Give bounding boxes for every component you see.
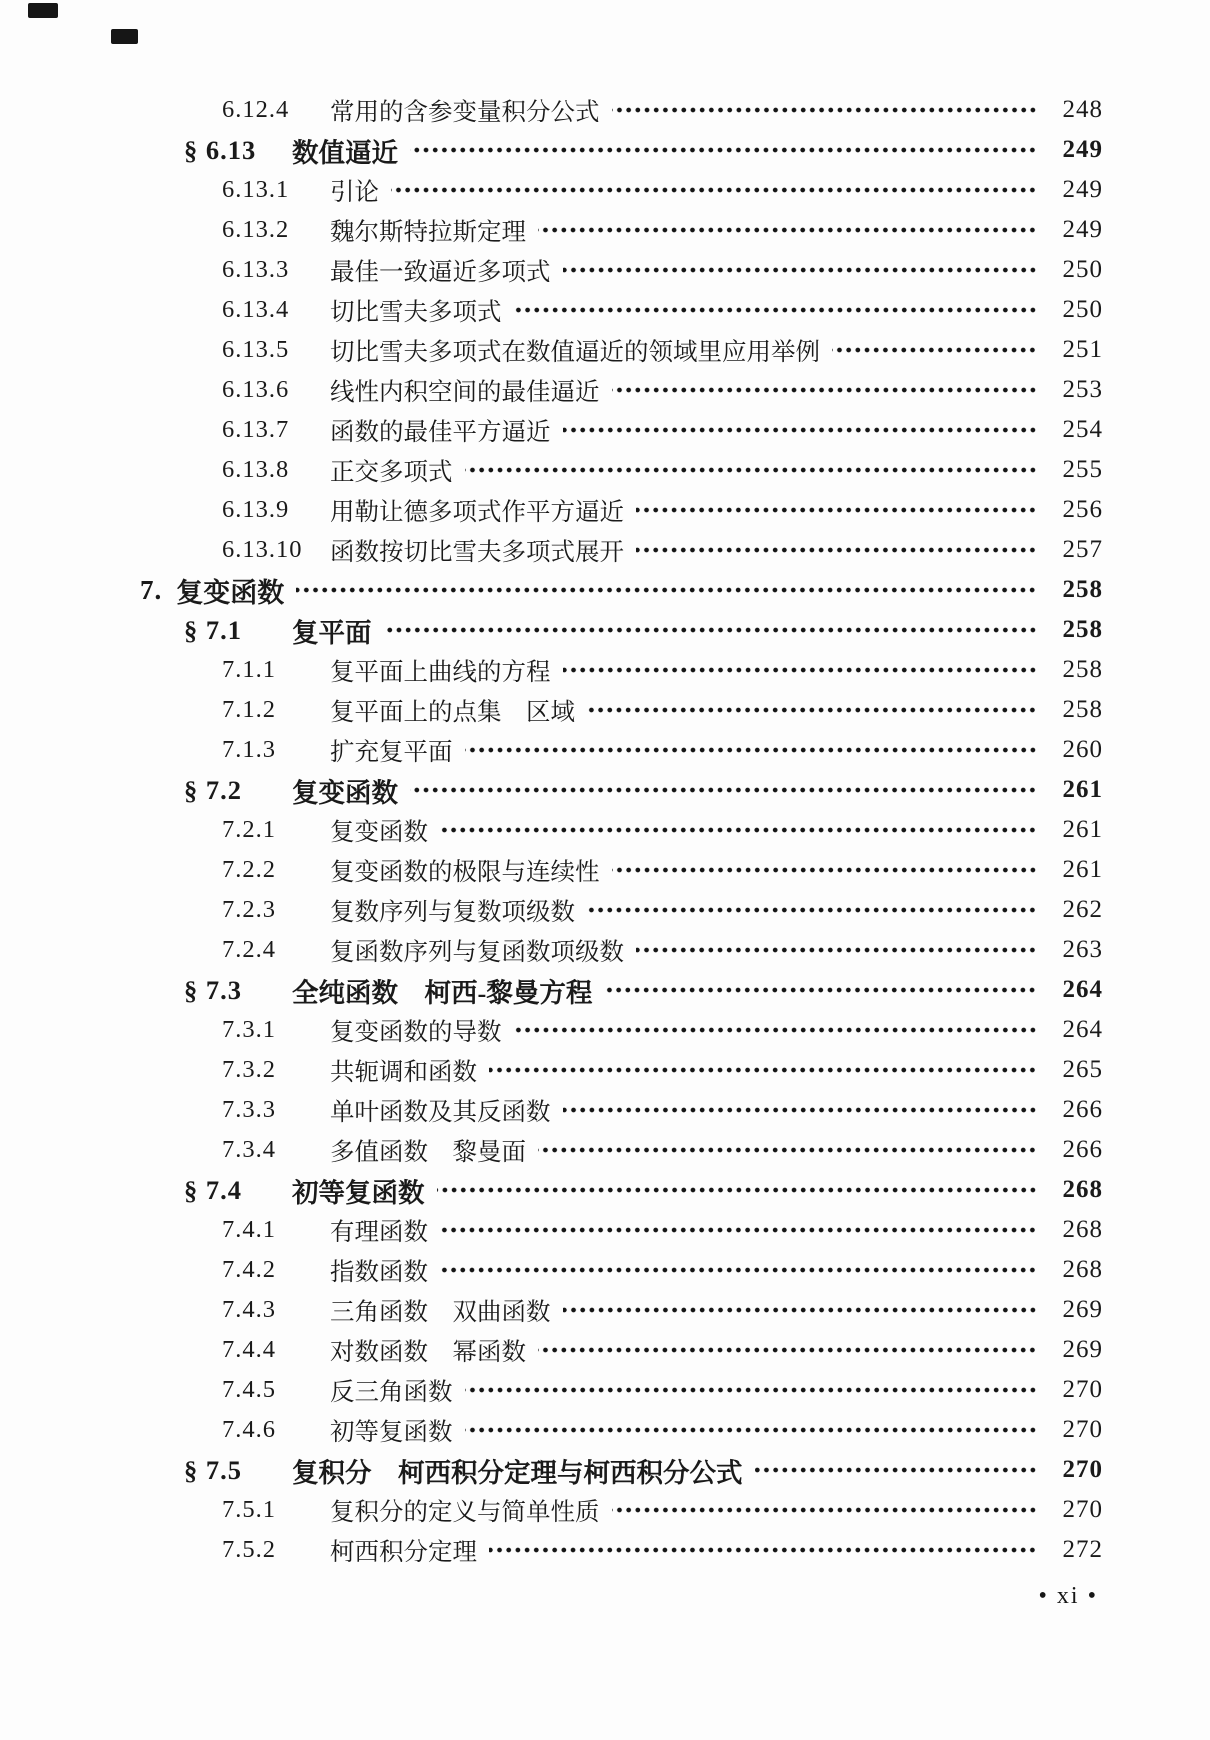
entry-title: 复平面上曲线的方程 — [330, 658, 551, 686]
toc-entry — [0, 610, 1210, 650]
dot-leader — [563, 1307, 1038, 1313]
entry-number: 7.4.6 — [222, 1416, 276, 1443]
dot-leader — [440, 1227, 1037, 1233]
entry-title: 复平面 — [292, 617, 372, 648]
entry-title: 复积分的定义与简单性质 — [330, 1498, 600, 1526]
entry-title: 初等复函数 — [330, 1418, 453, 1446]
dot-leader — [465, 467, 1038, 473]
entry-page-number: 261 — [1062, 856, 1103, 883]
dot-leader — [563, 267, 1038, 273]
entry-page-number: 253 — [1062, 376, 1103, 403]
entry-page-number: 272 — [1062, 1536, 1103, 1563]
dot-leader — [587, 907, 1037, 913]
toc-entry — [0, 370, 1210, 410]
dot-leader — [587, 707, 1037, 713]
entry-number: 7.4.1 — [222, 1216, 276, 1243]
entry-page-number: 261 — [1062, 776, 1103, 803]
toc-entry — [0, 1170, 1210, 1210]
entry-title: 引论 — [330, 178, 379, 206]
entry-number: 7.4.2 — [222, 1256, 276, 1283]
toc-entry — [0, 890, 1210, 930]
entry-number: 6.13.8 — [222, 456, 290, 483]
entry-number: 7. — [140, 574, 163, 605]
entry-page-number: 258 — [1062, 696, 1103, 723]
entry-number: 6.13.5 — [222, 336, 290, 363]
entry-number: 7.2.3 — [222, 896, 276, 923]
dot-leader — [489, 1547, 1037, 1553]
scan-artifact — [111, 29, 138, 44]
entry-title: 指数函数 — [330, 1258, 428, 1286]
entry-page-number: 266 — [1062, 1136, 1103, 1163]
entry-page-number: 258 — [1062, 576, 1103, 603]
entry-page-number: 262 — [1062, 896, 1103, 923]
dot-leader — [440, 827, 1037, 833]
toc-entry — [0, 410, 1210, 450]
entry-page-number: 249 — [1062, 216, 1103, 243]
dot-leader — [296, 587, 1037, 593]
entry-title: 复变函数 — [330, 818, 428, 846]
entry-page-number: 265 — [1062, 1056, 1103, 1083]
entry-title: 切比雪夫多项式在数值逼近的领域里应用举例 — [330, 338, 820, 366]
entry-number: 6.13.10 — [222, 536, 303, 563]
toc-entry — [0, 210, 1210, 250]
entry-page-number: 257 — [1062, 536, 1103, 563]
entry-title: 数值逼近 — [292, 137, 398, 168]
toc-entry — [0, 650, 1210, 690]
entry-number: 7.3.3 — [222, 1096, 276, 1123]
entry-title: 柯西积分定理 — [330, 1538, 477, 1566]
dot-leader — [410, 787, 1037, 793]
entry-number: 6.13.2 — [222, 216, 290, 243]
dot-leader — [563, 667, 1038, 673]
toc-entry — [0, 530, 1210, 570]
toc-entry — [0, 1530, 1210, 1570]
toc-entry — [0, 450, 1210, 490]
dot-leader — [563, 1107, 1038, 1113]
toc-entry — [0, 930, 1210, 970]
entry-title: 切比雪夫多项式 — [330, 298, 502, 326]
dot-leader — [538, 1347, 1037, 1353]
entry-title: 线性内积空间的最佳逼近 — [330, 378, 600, 406]
entry-page-number: 270 — [1062, 1376, 1103, 1403]
entry-number: § 7.2 — [184, 774, 242, 805]
dot-leader — [465, 1427, 1038, 1433]
dot-leader — [538, 227, 1037, 233]
entry-page-number: 250 — [1062, 256, 1103, 283]
dot-leader — [612, 107, 1038, 113]
toc-entry — [0, 970, 1210, 1010]
entry-title: 单叶函数及其反函数 — [330, 1098, 551, 1126]
entry-number: 6.13.6 — [222, 376, 290, 403]
entry-number: § 7.3 — [184, 974, 242, 1005]
entry-title: 函数按切比雪夫多项式展开 — [330, 538, 624, 566]
entry-page-number: 255 — [1062, 456, 1103, 483]
entry-title: 复平面上的点集 区域 — [330, 698, 575, 726]
entry-page-number: 264 — [1062, 1016, 1103, 1043]
entry-number: 6.13.7 — [222, 416, 290, 443]
toc-entry — [0, 1490, 1210, 1530]
dot-leader — [612, 1507, 1038, 1513]
entry-number: 7.2.2 — [222, 856, 276, 883]
toc-entry — [0, 1290, 1210, 1330]
entry-number: 6.12.4 — [222, 96, 290, 123]
entry-page-number: 270 — [1062, 1496, 1103, 1523]
entry-number: 7.3.2 — [222, 1056, 276, 1083]
entry-number: 6.13.9 — [222, 496, 290, 523]
dot-leader — [391, 187, 1037, 193]
entry-page-number: 261 — [1062, 816, 1103, 843]
toc-entry — [0, 1370, 1210, 1410]
entry-title: 多值函数 黎曼面 — [330, 1138, 526, 1166]
toc-entry — [0, 730, 1210, 770]
toc-entry — [0, 1410, 1210, 1450]
entry-page-number: 248 — [1062, 96, 1103, 123]
entry-page-number: 268 — [1062, 1216, 1103, 1243]
entry-number: § 7.5 — [184, 1454, 242, 1485]
entry-page-number: 270 — [1062, 1416, 1103, 1443]
dot-leader — [514, 307, 1038, 313]
dot-leader — [832, 347, 1037, 353]
toc-entry — [0, 1450, 1210, 1490]
entry-number: § 7.4 — [184, 1174, 242, 1205]
entry-number: 6.13.1 — [222, 176, 290, 203]
toc-entry — [0, 1010, 1210, 1050]
entry-page-number: 263 — [1062, 936, 1103, 963]
dot-leader — [612, 387, 1038, 393]
entry-title: 正交多项式 — [330, 458, 453, 486]
dot-leader — [465, 1387, 1038, 1393]
entry-title: 最佳一致逼近多项式 — [330, 258, 551, 286]
dot-leader — [437, 1187, 1038, 1193]
toc-entry — [0, 250, 1210, 290]
dot-leader — [636, 547, 1037, 553]
toc-entry — [0, 1250, 1210, 1290]
toc-entry — [0, 290, 1210, 330]
entry-page-number: 258 — [1062, 616, 1103, 643]
entry-page-number: 250 — [1062, 296, 1103, 323]
dot-leader — [514, 1027, 1038, 1033]
entry-title: 复变函数的导数 — [330, 1018, 502, 1046]
entry-page-number: 269 — [1062, 1296, 1103, 1323]
toc-entry — [0, 690, 1210, 730]
entry-title: 初等复函数 — [292, 1177, 425, 1208]
entry-number: 7.4.4 — [222, 1336, 276, 1363]
toc-entry — [0, 1130, 1210, 1170]
entry-number: 7.1.2 — [222, 696, 276, 723]
toc-entry — [0, 1210, 1210, 1250]
dot-leader — [636, 947, 1037, 953]
entry-number: 7.3.4 — [222, 1136, 276, 1163]
dot-leader — [612, 867, 1038, 873]
entry-title: 常用的含参变量积分公式 — [330, 98, 600, 126]
dot-leader — [410, 147, 1037, 153]
entry-number: 7.1.1 — [222, 656, 276, 683]
dot-leader — [563, 427, 1038, 433]
entry-number: 7.4.5 — [222, 1376, 276, 1403]
dot-leader — [755, 1467, 1038, 1473]
dot-leader — [465, 747, 1038, 753]
toc-entry — [0, 1330, 1210, 1370]
toc-entry — [0, 1090, 1210, 1130]
entry-page-number: 268 — [1062, 1176, 1103, 1203]
entry-page-number: 249 — [1062, 176, 1103, 203]
dot-leader — [384, 627, 1038, 633]
entry-title: 三角函数 双曲函数 — [330, 1298, 551, 1326]
entry-title: 复函数序列与复函数项级数 — [330, 938, 624, 966]
toc-list — [0, 90, 1210, 1570]
entry-title: 有理函数 — [330, 1218, 428, 1246]
toc-entry — [0, 770, 1210, 810]
entry-page-number: 269 — [1062, 1336, 1103, 1363]
toc-entry — [0, 1050, 1210, 1090]
page-number-footer: • xi • — [1038, 1583, 1098, 1609]
dot-leader — [604, 987, 1037, 993]
toc-entry — [0, 810, 1210, 850]
entry-title: 魏尔斯特拉斯定理 — [330, 218, 526, 246]
entry-number: § 7.1 — [184, 614, 242, 645]
entry-title: 共轭调和函数 — [330, 1058, 477, 1086]
entry-page-number: 264 — [1062, 976, 1103, 1003]
entry-title: 函数的最佳平方逼近 — [330, 418, 551, 446]
entry-title: 扩充复平面 — [330, 738, 453, 766]
entry-number: 7.5.2 — [222, 1536, 276, 1563]
dot-leader — [489, 1067, 1037, 1073]
dot-leader — [440, 1267, 1037, 1273]
entry-title: 对数函数 幂函数 — [330, 1338, 526, 1366]
dot-leader — [636, 507, 1037, 513]
entry-number: 7.2.4 — [222, 936, 276, 963]
entry-number: 7.1.3 — [222, 736, 276, 763]
entry-page-number: 258 — [1062, 656, 1103, 683]
entry-title: 复变函数 — [176, 577, 285, 608]
entry-page-number: 260 — [1062, 736, 1103, 763]
entry-title: 复积分 柯西积分定理与柯西积分公式 — [292, 1457, 743, 1488]
entry-page-number: 266 — [1062, 1096, 1103, 1123]
entry-number: 6.13.3 — [222, 256, 290, 283]
entry-page-number: 254 — [1062, 416, 1103, 443]
entry-title: 复数序列与复数项级数 — [330, 898, 575, 926]
toc-entry — [0, 90, 1210, 130]
entry-page-number: 268 — [1062, 1256, 1103, 1283]
entry-page-number: 256 — [1062, 496, 1103, 523]
entry-page-number: 251 — [1062, 336, 1103, 363]
entry-page-number: 270 — [1062, 1456, 1103, 1483]
toc-entry — [0, 490, 1210, 530]
entry-title: 复变函数的极限与连续性 — [330, 858, 600, 886]
entry-number: 7.3.1 — [222, 1016, 276, 1043]
entry-title: 复变函数 — [292, 777, 398, 808]
entry-number: 7.2.1 — [222, 816, 276, 843]
entry-number: § 6.13 — [184, 134, 257, 165]
entry-number: 7.4.3 — [222, 1296, 276, 1323]
dot-leader — [538, 1147, 1037, 1153]
scan-artifact — [28, 3, 58, 18]
entry-title: 全纯函数 柯西-黎曼方程 — [292, 977, 593, 1008]
toc-entry — [0, 330, 1210, 370]
toc-entry — [0, 170, 1210, 210]
entry-title: 用勒让德多项式作平方逼近 — [330, 498, 624, 526]
entry-number: 7.5.1 — [222, 1496, 276, 1523]
toc-entry — [0, 130, 1210, 170]
entry-title: 反三角函数 — [330, 1378, 453, 1406]
toc-entry — [0, 850, 1210, 890]
entry-page-number: 249 — [1062, 136, 1103, 163]
toc-entry — [0, 570, 1210, 610]
entry-number: 6.13.4 — [222, 296, 290, 323]
